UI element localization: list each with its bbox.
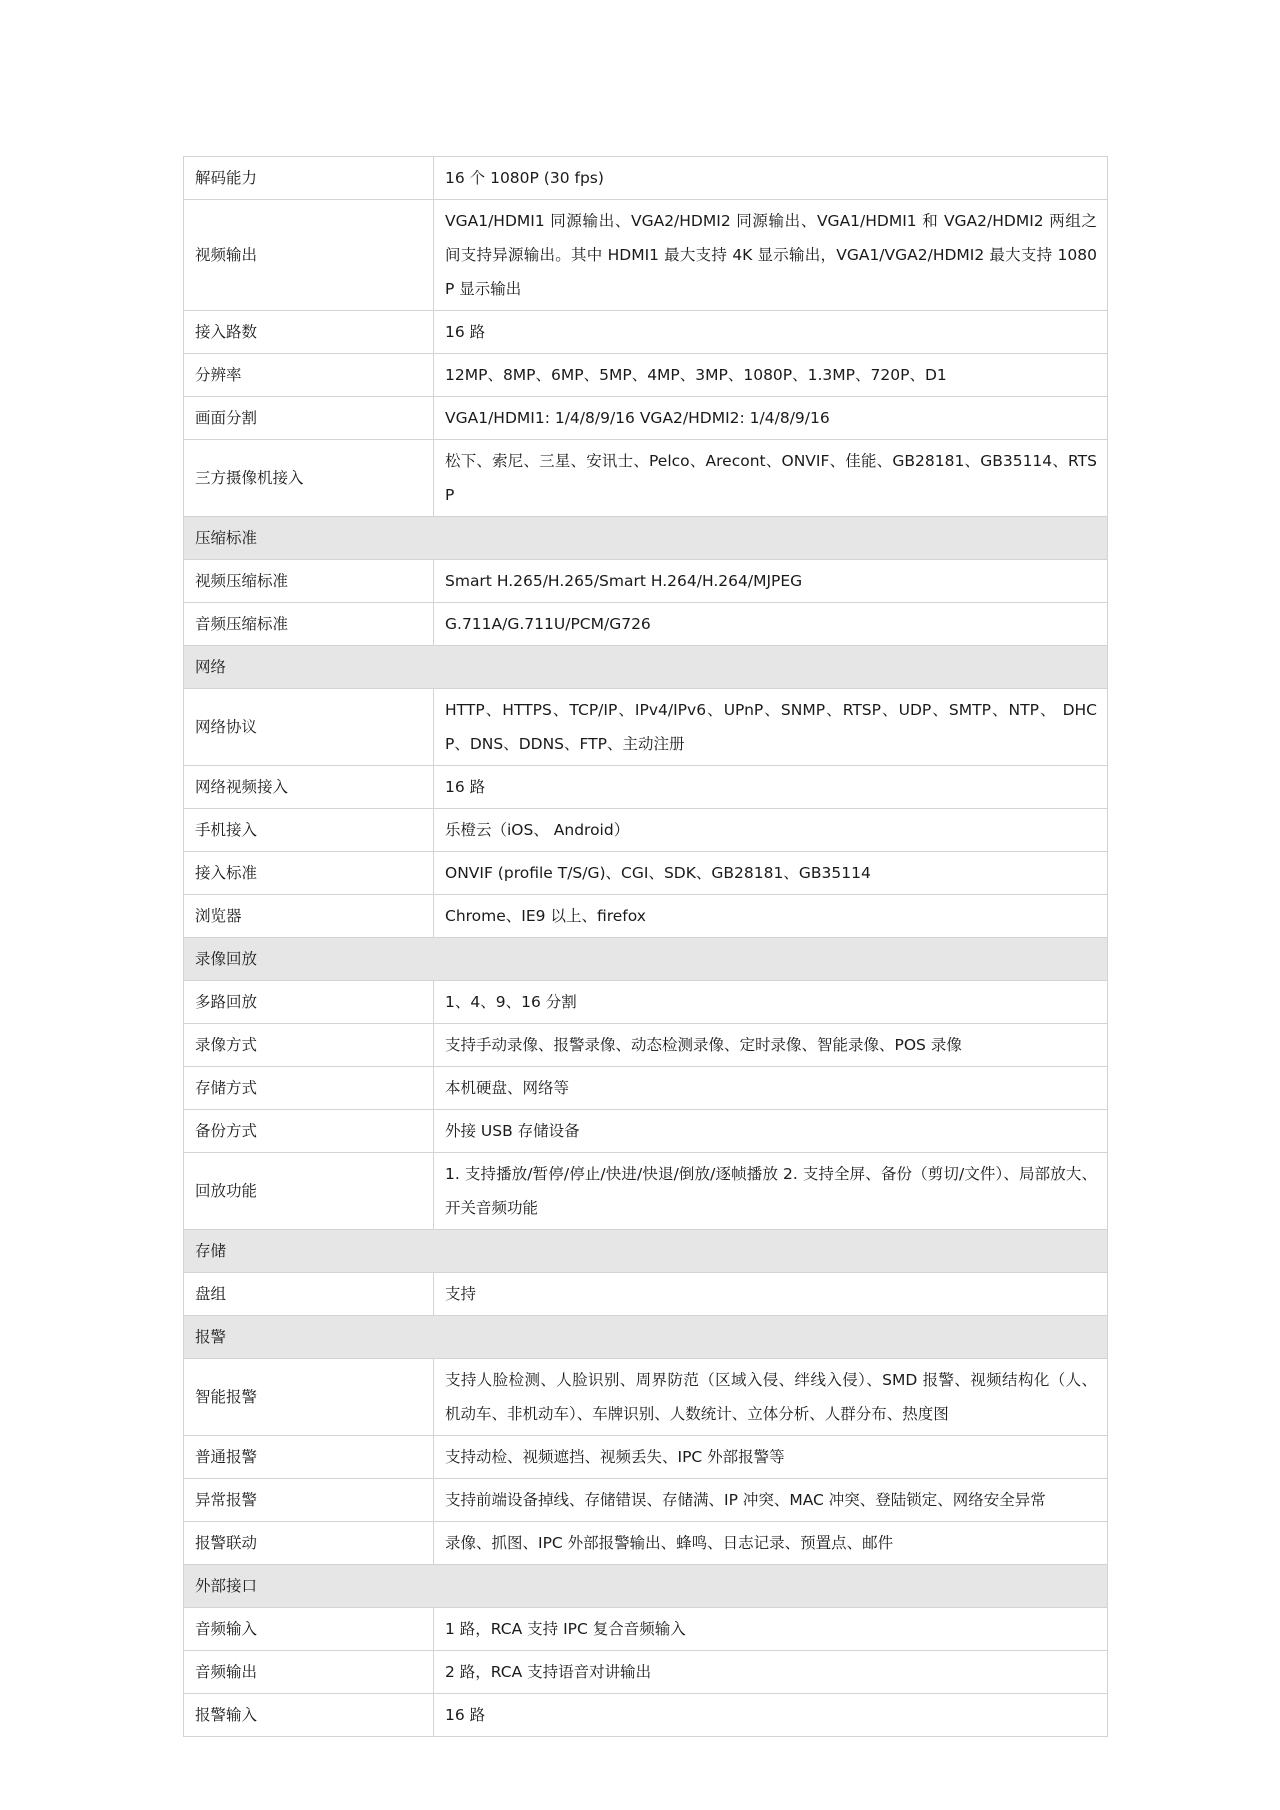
spec-row <box>184 1024 1108 1067</box>
spec-label: 报警输入 <box>184 1694 434 1737</box>
spec-row <box>184 1651 1108 1694</box>
spec-value: 16 个 1080P (30 fps) <box>434 157 1108 200</box>
spec-value: 16 路 <box>434 1694 1108 1737</box>
spec-label: 多路回放 <box>184 981 434 1024</box>
spec-label: 接入标准 <box>184 852 434 895</box>
spec-row <box>184 1110 1108 1153</box>
spec-row <box>184 200 1108 311</box>
spec-row <box>184 766 1108 809</box>
section-header-row <box>184 646 1108 689</box>
spec-row <box>184 560 1108 603</box>
spec-label: 存储方式 <box>184 1067 434 1110</box>
spec-value: 外接 USB 存储设备 <box>434 1110 1108 1153</box>
spec-value: Chrome、IE9 以上、firefox <box>434 895 1108 938</box>
spec-label: 备份方式 <box>184 1110 434 1153</box>
spec-label: 普通报警 <box>184 1436 434 1479</box>
section-title: 录像回放 <box>184 938 1108 981</box>
spec-row <box>184 1359 1108 1436</box>
spec-value: HTTP、HTTPS、TCP/IP、IPv4/IPv6、UPnP、SNMP、RTSP、UDP、SMTP、NTP、 DHCP、DNS、DDNS、FTP、主动注册 <box>434 689 1108 766</box>
spec-value: 1、4、9、16 分割 <box>434 981 1108 1024</box>
spec-value: Smart H.265/H.265/Smart H.264/H.264/MJPEG <box>434 560 1108 603</box>
spec-row <box>184 981 1108 1024</box>
spec-label: 网络视频接入 <box>184 766 434 809</box>
spec-value: G.711A/G.711U/PCM/G726 <box>434 603 1108 646</box>
spec-row <box>184 354 1108 397</box>
spec-row <box>184 1608 1108 1651</box>
spec-label: 手机接入 <box>184 809 434 852</box>
spec-row <box>184 440 1108 517</box>
section-title: 外部接口 <box>184 1565 1108 1608</box>
spec-value: 16 路 <box>434 311 1108 354</box>
spec-row <box>184 1153 1108 1230</box>
spec-value: 12MP、8MP、6MP、5MP、4MP、3MP、1080P、1.3MP、720P、D1 <box>434 354 1108 397</box>
spec-table-body <box>184 157 1108 1737</box>
spec-value: 支持 <box>434 1273 1108 1316</box>
spec-value: 支持前端设备掉线、存储错误、存储满、IP 冲突、MAC 冲突、登陆锁定、网络安全异常 <box>434 1479 1108 1522</box>
spec-value: 支持人脸检测、人脸识别、周界防范（区域入侵、绊线入侵）、SMD 报警、视频结构化（人、机动车、非机动车）、车牌识别、人数统计、立体分析、人群分布、热度图 <box>434 1359 1108 1436</box>
section-title: 报警 <box>184 1316 1108 1359</box>
spec-label: 录像方式 <box>184 1024 434 1067</box>
spec-value: ONVIF (profile T/S/G)、CGI、SDK、GB28181、GB35114 <box>434 852 1108 895</box>
spec-value: 录像、抓图、IPC 外部报警输出、蜂鸣、日志记录、预置点、邮件 <box>434 1522 1108 1565</box>
spec-value: 支持动检、视频遮挡、视频丢失、IPC 外部报警等 <box>434 1436 1108 1479</box>
spec-row <box>184 397 1108 440</box>
section-header-row <box>184 517 1108 560</box>
spec-label: 浏览器 <box>184 895 434 938</box>
spec-label: 异常报警 <box>184 1479 434 1522</box>
spec-label: 智能报警 <box>184 1359 434 1436</box>
spec-table <box>183 156 1108 1737</box>
spec-row <box>184 895 1108 938</box>
spec-value: 1 路，RCA 支持 IPC 复合音频输入 <box>434 1608 1108 1651</box>
spec-value: 支持手动录像、报警录像、动态检测录像、定时录像、智能录像、POS 录像 <box>434 1024 1108 1067</box>
section-title: 网络 <box>184 646 1108 689</box>
section-title: 压缩标准 <box>184 517 1108 560</box>
spec-label: 视频输出 <box>184 200 434 311</box>
spec-value: 1. 支持播放/暂停/停止/快进/快退/倒放/逐帧播放 2. 支持全屏、备份（剪切/文件）、局部放大、开关音频功能 <box>434 1153 1108 1230</box>
spec-row <box>184 689 1108 766</box>
section-header-row <box>184 1230 1108 1273</box>
spec-row <box>184 1436 1108 1479</box>
spec-row <box>184 603 1108 646</box>
spec-value: 16 路 <box>434 766 1108 809</box>
section-header-row <box>184 1316 1108 1359</box>
spec-row <box>184 1522 1108 1565</box>
spec-value: 乐橙云（iOS、 Android） <box>434 809 1108 852</box>
spec-row <box>184 311 1108 354</box>
spec-row <box>184 1273 1108 1316</box>
spec-label: 音频输出 <box>184 1651 434 1694</box>
spec-label: 音频输入 <box>184 1608 434 1651</box>
spec-label: 画面分割 <box>184 397 434 440</box>
spec-value: VGA1/HDMI1 同源输出、VGA2/HDMI2 同源输出、VGA1/HDMI1 和 VGA2/HDMI2 两组之间支持异源输出。其中 HDMI1 最大支持 4K 显示输出，VGA1/VGA2/HDMI2 最大支持 1080P 显示输出 <box>434 200 1108 311</box>
section-header-row <box>184 1565 1108 1608</box>
spec-label: 网络协议 <box>184 689 434 766</box>
section-header-row <box>184 938 1108 981</box>
spec-label: 报警联动 <box>184 1522 434 1565</box>
spec-label: 分辨率 <box>184 354 434 397</box>
spec-row <box>184 809 1108 852</box>
spec-label: 盘组 <box>184 1273 434 1316</box>
spec-label: 音频压缩标准 <box>184 603 434 646</box>
spec-label: 接入路数 <box>184 311 434 354</box>
spec-value: 松下、索尼、三星、安讯士、Pelco、Arecont、ONVIF、佳能、GB28181、GB35114、RTSP <box>434 440 1108 517</box>
spec-value: VGA1/HDMI1: 1/4/8/9/16 VGA2/HDMI2: 1/4/8/9/16 <box>434 397 1108 440</box>
spec-row <box>184 1694 1108 1737</box>
spec-value: 本机硬盘、网络等 <box>434 1067 1108 1110</box>
spec-label: 三方摄像机接入 <box>184 440 434 517</box>
spec-label: 回放功能 <box>184 1153 434 1230</box>
spec-label: 解码能力 <box>184 157 434 200</box>
spec-label: 视频压缩标准 <box>184 560 434 603</box>
spec-row <box>184 1479 1108 1522</box>
section-title: 存储 <box>184 1230 1108 1273</box>
spec-row <box>184 157 1108 200</box>
spec-row <box>184 1067 1108 1110</box>
spec-row <box>184 852 1108 895</box>
spec-value: 2 路，RCA 支持语音对讲输出 <box>434 1651 1108 1694</box>
